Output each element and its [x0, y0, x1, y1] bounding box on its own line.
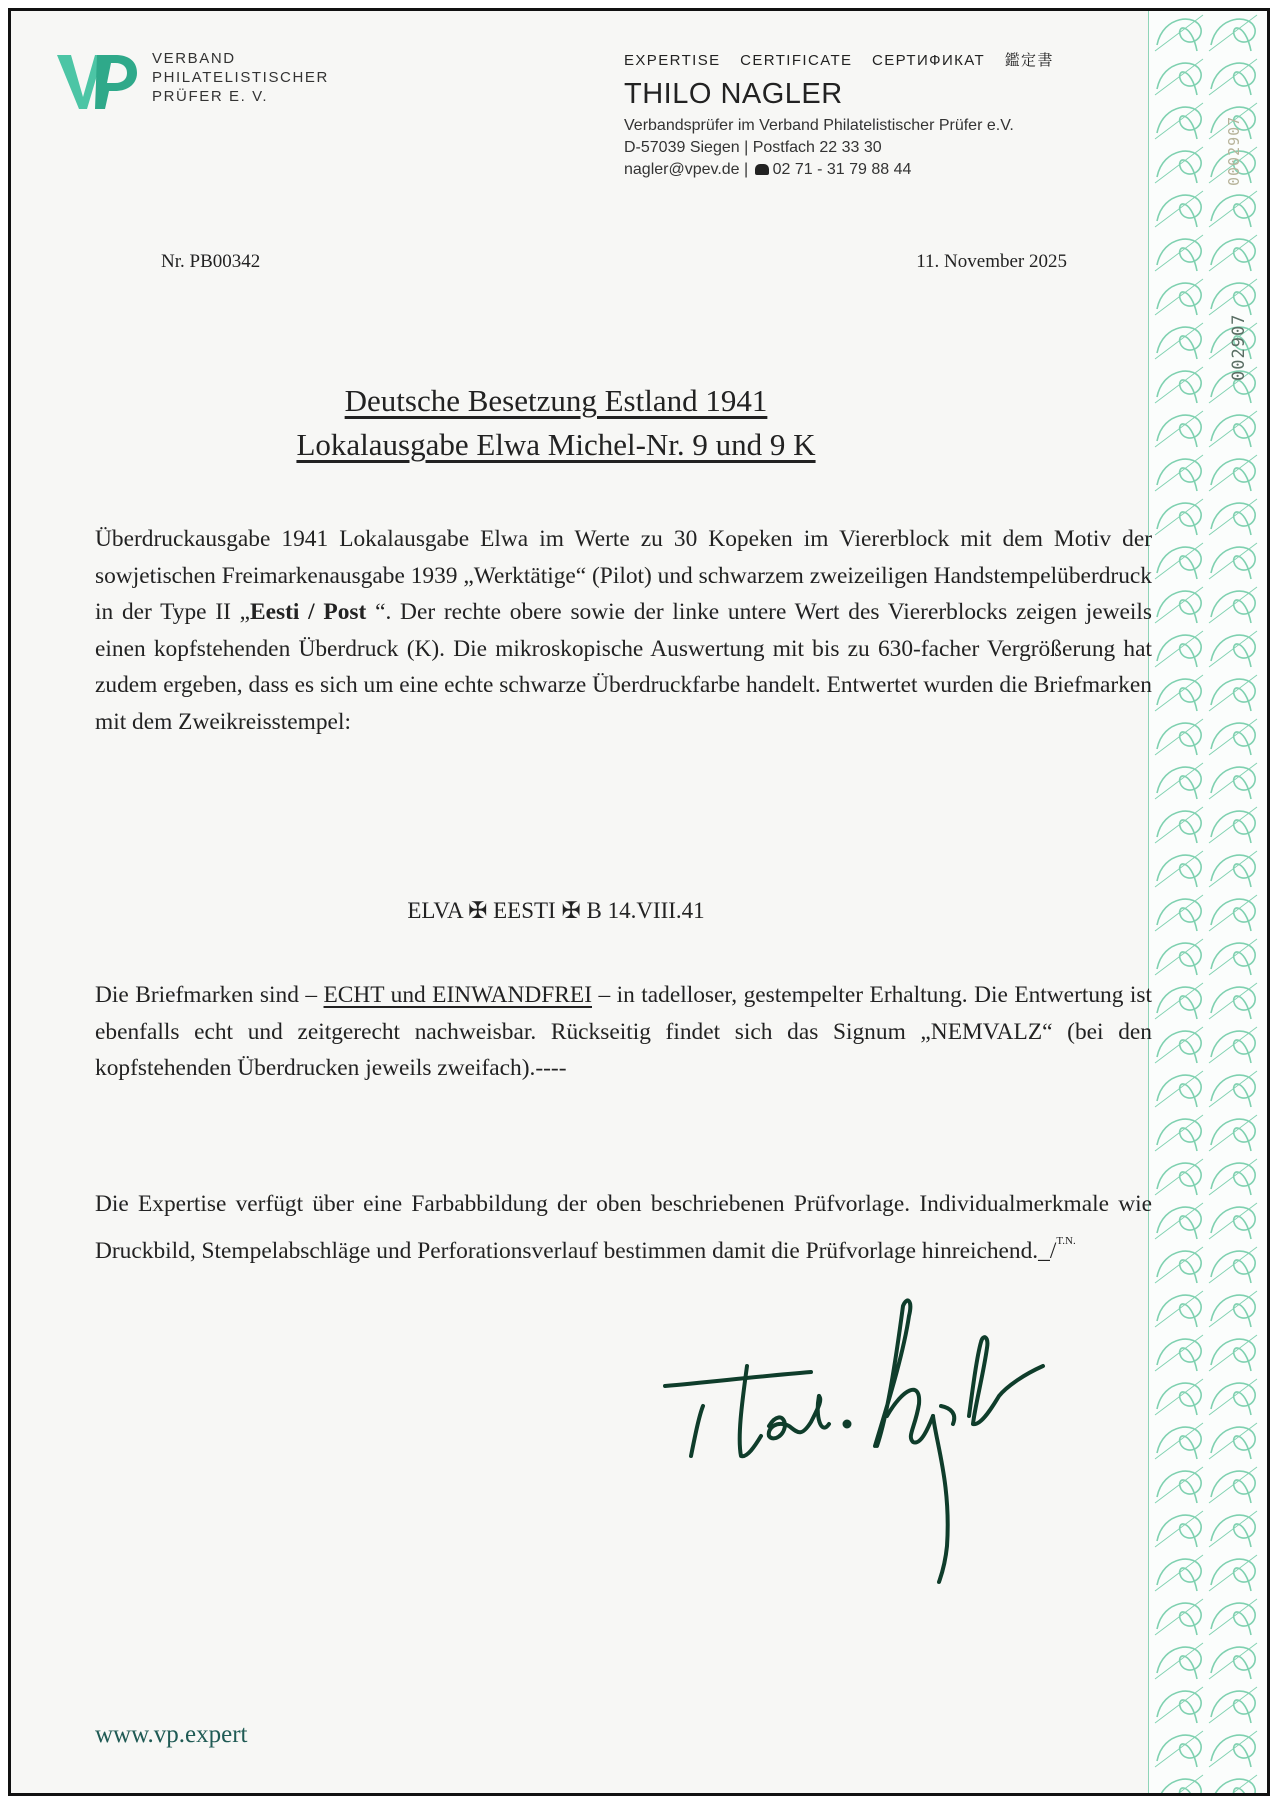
- guilloche-loop: [1211, 1339, 1255, 1371]
- guilloche-loop: [1157, 723, 1201, 755]
- examiner-name: THILO NAGLER: [624, 78, 843, 110]
- guilloche-loop: [1157, 415, 1201, 447]
- guilloche-loop: [1211, 1119, 1255, 1151]
- guilloche-loop: [1157, 19, 1201, 51]
- website-link[interactable]: www.vp.expert: [95, 1721, 248, 1748]
- examiner-email: nagler@vpev.de |: [624, 161, 753, 178]
- title-line-1: Deutsche Besetzung Estland 1941: [344, 383, 768, 418]
- serial-number-top: 0002907: [1225, 115, 1243, 186]
- guilloche-loop: [1211, 63, 1255, 95]
- guilloche-loop: [1211, 1427, 1255, 1459]
- guilloche-loop: [1211, 811, 1255, 843]
- guilloche-loop: [1211, 459, 1255, 491]
- guilloche-loop: [1211, 1735, 1255, 1767]
- guilloche-loop: [1157, 1295, 1201, 1327]
- guilloche-loop: [1211, 283, 1255, 315]
- maltese-cross-icon: ✠: [468, 898, 488, 923]
- guilloche-loop: [1211, 239, 1255, 271]
- image-note-text: Die Expertise verfügt über eine Farbabbildung der oben beschriebenen Prüfvorlage. Individualmerkmale wie Druckbild, Stempelabschläge und Perforationsverlauf bestimmen damit die Prüfvorlage hinreichend._/: [95, 1191, 1152, 1264]
- guilloche-loop: [1157, 679, 1201, 711]
- initials: T.N.: [1056, 1234, 1076, 1247]
- serial-number: 002907: [1229, 313, 1249, 381]
- guilloche-loop: [1157, 1251, 1201, 1283]
- organization-name: [152, 49, 329, 106]
- guilloche-loop: [1157, 1559, 1201, 1591]
- title-line-2: Lokalausgabe Elwa Michel-Nr. 9 und 9 K: [296, 427, 816, 462]
- doc-type-russian: СЕРТИФИКАТ: [872, 52, 986, 69]
- signature: [651, 1296, 1071, 1591]
- description-rest: “. Der rechte obere sowie der linke untere Wert des Viererblocks zeigen jeweils einen kopfstehenden Überdruck (K). Die mikroskopische Auswertung mit bis zu 630-facher Vergrößerung hat zudem ergeben, dass es sich um eine echte schwarze Überdruckfarbe handelt. Entwertet wurden die Briefmarken mit dem Zweikreisstempel:: [95, 599, 1152, 735]
- guilloche-loop: [1211, 19, 1255, 51]
- image-note-paragraph: [95, 1186, 1152, 1269]
- guilloche-loop: [1157, 591, 1201, 623]
- cancel-date: B 14.VIII.41: [586, 898, 705, 923]
- examiner-email-phone: [624, 159, 1068, 181]
- guilloche-loop: [1211, 503, 1255, 535]
- guilloche-loop: [1157, 1339, 1201, 1371]
- guilloche-loop: [1157, 547, 1201, 579]
- guilloche-loop: [1211, 679, 1255, 711]
- guilloche-loop: [1157, 1031, 1201, 1063]
- guilloche-loop: [1157, 1383, 1201, 1415]
- doc-type-english: CERTIFICATE: [740, 52, 853, 69]
- cancel-country: EESTI: [493, 898, 556, 923]
- guilloche-loop: [1157, 459, 1201, 491]
- guilloche-loop: [1157, 899, 1201, 931]
- verdict-intro: Die Briefmarken sind –: [95, 982, 324, 1008]
- certificate-page: [8, 8, 1270, 1796]
- examiner-role: Verbandsprüfer im Verband Philatelistischer Prüfer e.V.: [624, 117, 1014, 134]
- guilloche-loop: [1211, 943, 1255, 975]
- guilloche-loop: [1211, 1471, 1255, 1503]
- guilloche-loop: [1211, 987, 1255, 1019]
- guilloche-loop: [1157, 1647, 1201, 1679]
- guilloche-loop: [1211, 899, 1255, 931]
- guilloche-loop: [1157, 63, 1201, 95]
- guilloche-loop: [1157, 1735, 1201, 1767]
- guilloche-loop: [1211, 767, 1255, 799]
- verdict-paragraph: [95, 977, 1152, 1087]
- guilloche-loop: [1211, 1515, 1255, 1547]
- guilloche-loop: [1157, 1427, 1201, 1459]
- guilloche-loop: [1157, 195, 1201, 227]
- description-paragraph: [95, 521, 1152, 740]
- guilloche-loop: [1211, 723, 1255, 755]
- guilloche-loop: [1211, 1691, 1255, 1723]
- organization-line: VERBAND: [152, 50, 236, 67]
- guilloche-loop: [1211, 1603, 1255, 1635]
- guilloche-line: [1155, 1775, 1203, 1793]
- doc-type-german: EXPERTISE: [624, 52, 721, 69]
- certificate-date: 11. November 2025: [916, 251, 1067, 272]
- guilloche-loop: [1157, 767, 1201, 799]
- vp-logo: [57, 53, 139, 116]
- handwritten-signature: [651, 1296, 1071, 1586]
- guilloche-loop: [1211, 415, 1255, 447]
- guilloche-loop: [1157, 239, 1201, 271]
- certificate-title: [11, 379, 1101, 467]
- guilloche-loop: [1157, 1691, 1201, 1723]
- guilloche-loop: [1157, 1603, 1201, 1635]
- guilloche-loop: [1157, 371, 1201, 403]
- examiner-address: D-57039 Siegen | Postfach 22 33 30: [624, 139, 882, 156]
- guilloche-loop: [1157, 1119, 1201, 1151]
- phone-icon: [755, 164, 769, 175]
- guilloche-loop: [1211, 1163, 1255, 1195]
- guilloche-loop: [1211, 195, 1255, 227]
- examiner-phone: 02 71 - 31 79 88 44: [772, 161, 912, 178]
- maltese-cross-icon: ✠: [561, 898, 581, 923]
- guilloche-loop: [1157, 1075, 1201, 1107]
- cancellation-text: [11, 898, 1101, 924]
- guilloche-loop: [1211, 1295, 1255, 1327]
- guilloche-loop: [1211, 591, 1255, 623]
- guilloche-loop: [1157, 635, 1201, 667]
- guilloche-loop: [1157, 1163, 1201, 1195]
- cancel-town: ELVA: [407, 898, 463, 923]
- guilloche-loop: [1157, 107, 1201, 139]
- organization-line: PRÜFER E. V.: [152, 88, 269, 105]
- guilloche-loop: [1211, 1031, 1255, 1063]
- guilloche-loop: [1211, 1075, 1255, 1107]
- overprint-text: Eesti / Post: [250, 599, 367, 625]
- guilloche-loop: [1211, 635, 1255, 667]
- guilloche-loop: [1211, 1647, 1255, 1679]
- guilloche-loop: [1211, 1207, 1255, 1239]
- guilloche-loop: [1157, 327, 1201, 359]
- guilloche-loop: [1211, 547, 1255, 579]
- guilloche-loop: [1211, 1383, 1255, 1415]
- guilloche-loop: [1211, 855, 1255, 887]
- guilloche-loop: [1157, 151, 1201, 183]
- guilloche-loop: [1157, 855, 1201, 887]
- guilloche-line: [1209, 1775, 1257, 1793]
- examiner-header: [624, 49, 1068, 181]
- guilloche-pattern: [1149, 11, 1267, 1793]
- guilloche-loop: [1211, 1251, 1255, 1283]
- guilloche-loop: [1157, 943, 1201, 975]
- certificate-number: Nr. PB00342: [161, 251, 261, 272]
- organization-line: PHILATELISTISCHER: [152, 69, 329, 86]
- guilloche-loop: [1157, 1471, 1201, 1503]
- guilloche-loop: [1157, 1515, 1201, 1547]
- verdict-result: ECHT und EINWANDFREI: [323, 982, 592, 1008]
- guilloche-loop: [1157, 503, 1201, 535]
- guilloche-loop: [1157, 283, 1201, 315]
- doc-type-japanese: 鑑定書: [1004, 52, 1054, 69]
- security-strip: [1148, 11, 1267, 1793]
- guilloche-loop: [1157, 987, 1201, 1019]
- description-intro: Überdruckausgabe 1941 Lokalausgabe Elwa im Werte zu 30 Kopeken im Viererblock mit dem Motiv der sowjetischen Freimarkenausgabe 1939 „Werktätige“ (Pilot) und schwarzem zweizeiligen Handstempelüberdruck in der Type II „: [95, 526, 1152, 625]
- document-type-line: [624, 49, 1068, 70]
- examiner-contact: [624, 115, 1068, 181]
- verdict-rest: – in tadelloser, gestempelter Erhaltung. Die Entwertung ist ebenfalls echt und zeitgerecht nachweisbar. Rückseitig findet sich das Signum „NEMVALZ“ (bei den kopfstehenden Überdrucken jeweils zweifach).----: [95, 982, 1153, 1081]
- guilloche-loop: [1211, 1559, 1255, 1591]
- guilloche-loop: [1157, 811, 1201, 843]
- guilloche-loop: [1157, 1207, 1201, 1239]
- vp-logo-mark: [57, 53, 139, 111]
